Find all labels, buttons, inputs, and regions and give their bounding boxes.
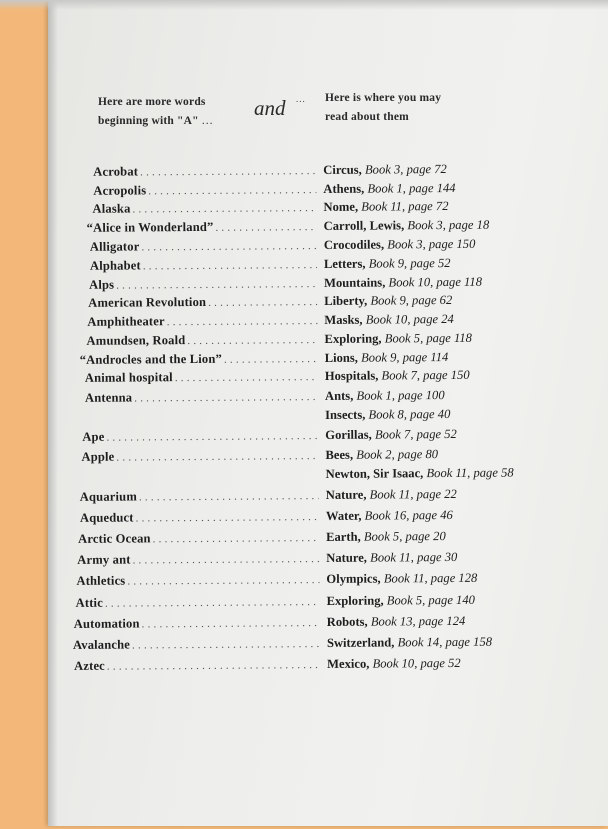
index-entry [1,570,601,595]
entry-term-text: Alps [89,277,115,292]
entry-term-text: Acrobat [93,164,139,179]
entry-book-page: Book 5, page 140 [386,592,475,608]
entry-term [81,448,322,465]
entry-term-text: Aquarium [79,489,137,504]
dot-leader [153,532,320,545]
entry-book-page: Book 9, page 114 [361,349,449,365]
entry-term-text: Aztec [74,658,105,673]
entry-reference [325,427,457,443]
entry-book-page: Book 9, page 62 [370,292,453,308]
entry-reference [323,199,448,215]
entry-book-page: Book 3, page 18 [407,217,490,233]
dot-leader [134,391,318,404]
header-right-line2: read about them [325,111,409,123]
entry-term [85,389,322,406]
entry-book-page: Book 10, page 24 [365,311,454,327]
entry-book-page: Book 1, page 100 [356,388,445,403]
entry-topic: Lions, [324,350,358,365]
entry-topic: Circus, [323,162,362,177]
dot-leader [132,638,320,651]
dot-leader [140,165,316,178]
header-left-line1: Here are more words [98,96,206,108]
entry-topic: Letters, [323,256,366,271]
dot-leader [142,617,320,630]
entry-book-page: Book 7, page 150 [381,367,470,383]
entry-reference [327,593,475,609]
entry-reference [324,218,490,234]
entry-term [92,200,320,217]
entry-term-text: Amphitheater [87,314,165,329]
entry-term-text: Athletics [76,573,126,588]
entry-topic: Bees, [325,447,354,462]
entry-book-page: Book 8, page 40 [368,406,451,422]
dot-leader [208,296,317,309]
entry-term-text: Acropolis [93,183,147,198]
entry-reference [326,508,453,524]
entry-term [86,332,321,349]
header-and-dots: ... [296,94,306,104]
entry-term [87,313,321,330]
index-entry [2,655,602,680]
entry-term [80,351,322,368]
dot-leader [116,450,318,464]
entry-topic: Mexico, [327,656,370,671]
entry-book-page: Book 11, page 128 [383,570,478,586]
entry-term-text: Aqueduct [79,510,134,525]
entry-topic: Insects, [325,407,366,422]
entry-term-text: Alaska [92,201,131,216]
entry-reference [324,237,476,253]
entry-topic: Hospitals, [324,368,379,383]
entry-term-text: Avalanche [72,637,131,652]
entry-topic: Nature, [325,487,367,502]
entry-book-page: Book 5, page 118 [384,330,472,346]
entry-book-page: Book 10, page 52 [372,655,461,671]
entry-term-text: Antenna [84,390,133,405]
entry-reference [324,275,482,291]
entry-term [93,182,320,199]
entry-term [73,636,324,653]
entry-reference [325,350,449,366]
entry-reference [323,162,447,178]
entry-book-page: Book 7, page 52 [374,426,457,442]
entry-book-page: Book 3, page 72 [364,161,447,177]
entry-book-page: Book 5, page 20 [363,529,446,544]
entry-book-page: Book 2, page 80 [356,447,439,462]
dot-leader [139,490,319,503]
entry-book-page: Book 11, page 72 [361,198,449,214]
entry-topic: Olympics, [326,571,381,586]
entry-book-page: Book 11, page 58 [426,465,514,481]
entry-term [76,594,324,611]
entry-book-page: Book 3, page 150 [387,236,476,252]
entry-term [90,257,321,274]
dot-leader [132,202,316,215]
entry-topic: Nome, [323,199,359,214]
entry-term-text: “Alice in Wonderland” [86,219,214,235]
entry-term [90,238,321,255]
entry-term [77,551,323,568]
dot-leader [105,596,320,610]
entry-topic: Mountains, [324,275,386,290]
entry-reference [324,312,454,328]
entry-reference [324,293,452,309]
entry-topic: Nature, [326,550,367,565]
entry-term [87,219,321,236]
entry-reference [326,465,514,481]
dot-leader [106,430,318,444]
entry-term [85,369,322,386]
entry-reference [325,407,450,423]
entry-reference [326,487,457,503]
dot-leader [141,240,316,253]
entry-topic: Exploring, [324,331,382,346]
entry-book-page: Book 1, page 144 [367,180,456,196]
entry-term [74,615,324,632]
dot-leader [167,315,318,328]
entry-reference [325,368,470,384]
entry-term [88,294,321,311]
entry-topic: Water, [325,508,362,523]
entry-term-text: Arctic Ocean [78,531,151,546]
entry-term-text: Alligator [89,239,140,254]
entry-topic: Gorillas, [325,427,372,442]
entry-term [80,488,323,505]
dot-leader [136,511,319,524]
dot-leader [175,371,318,384]
entry-reference [324,256,451,272]
header-left-line2-text: beginning with "A" [98,115,199,127]
dot-leader [143,259,317,272]
entry-topic: Crocodiles, [323,237,385,252]
entry-term [78,530,323,547]
entry-book-page: Book 13, page 124 [370,613,466,629]
entry-term-text: Attic [75,595,103,610]
entry-topic: Earth, [326,529,361,544]
entry-topic: Newton, Sir Isaac, [325,466,424,481]
entry-book-page: Book 11, page 22 [369,486,457,502]
entry-reference [324,331,472,347]
entry-term [80,509,323,526]
entry-term-text: Apple [81,449,115,464]
entry-term-text: American Revolution [88,294,207,310]
entry-term [76,572,323,589]
entry-reference [326,550,457,566]
entry-book-page: Book 16, page 46 [364,507,453,523]
entry-book-page: Book 10, page 118 [388,274,483,290]
header-and: and [254,96,286,120]
header-left-dots: ... [201,115,214,127]
entry-topic: Exploring, [326,593,384,608]
entry-topic: Switzerland, [326,635,395,650]
entry-reference [326,529,446,545]
dot-leader [215,221,316,234]
entry-term [74,657,324,674]
entry-term-text: Ape [82,429,105,444]
entry-topic: Masks, [324,312,363,327]
entry-topic: Liberty, [324,293,368,308]
dot-leader [224,353,318,366]
entry-book-page: Book 9, page 52 [368,255,451,271]
entry-reference [323,181,455,197]
header-right-line1: Here is where you may [325,92,442,104]
entry-reference [326,571,477,587]
entry-term-text: “Androcles and the Lion” [79,351,223,367]
entry-book-page: Book 11, page 30 [370,549,458,565]
entry-term [89,276,321,293]
dot-leader [133,553,320,566]
entry-term [82,428,322,445]
dot-leader [107,659,320,673]
entry-topic: Robots, [326,614,368,629]
entry-term-text: Automation [73,616,140,631]
entry-topic: Ants, [324,388,354,403]
entry-reference [327,614,466,630]
dot-leader [187,334,317,347]
dot-leader [116,278,317,292]
entry-term-text: Alphabet [89,258,141,273]
entry-term-text: Animal hospital [84,370,173,385]
entry-term [93,163,320,180]
entry-term-text: Amundsen, Roald [86,333,186,348]
entry-reference [325,388,445,404]
entry-topic: Athens, [323,181,365,196]
entry-reference [327,635,492,651]
entry-reference [325,447,438,463]
entry-term-text: Army ant [77,552,131,567]
dot-leader [148,184,316,197]
entry-topic: Carroll, Lewis, [323,218,405,233]
entry-reference [327,656,461,672]
entry-book-page: Book 14, page 158 [397,634,493,650]
dot-leader [127,574,319,588]
